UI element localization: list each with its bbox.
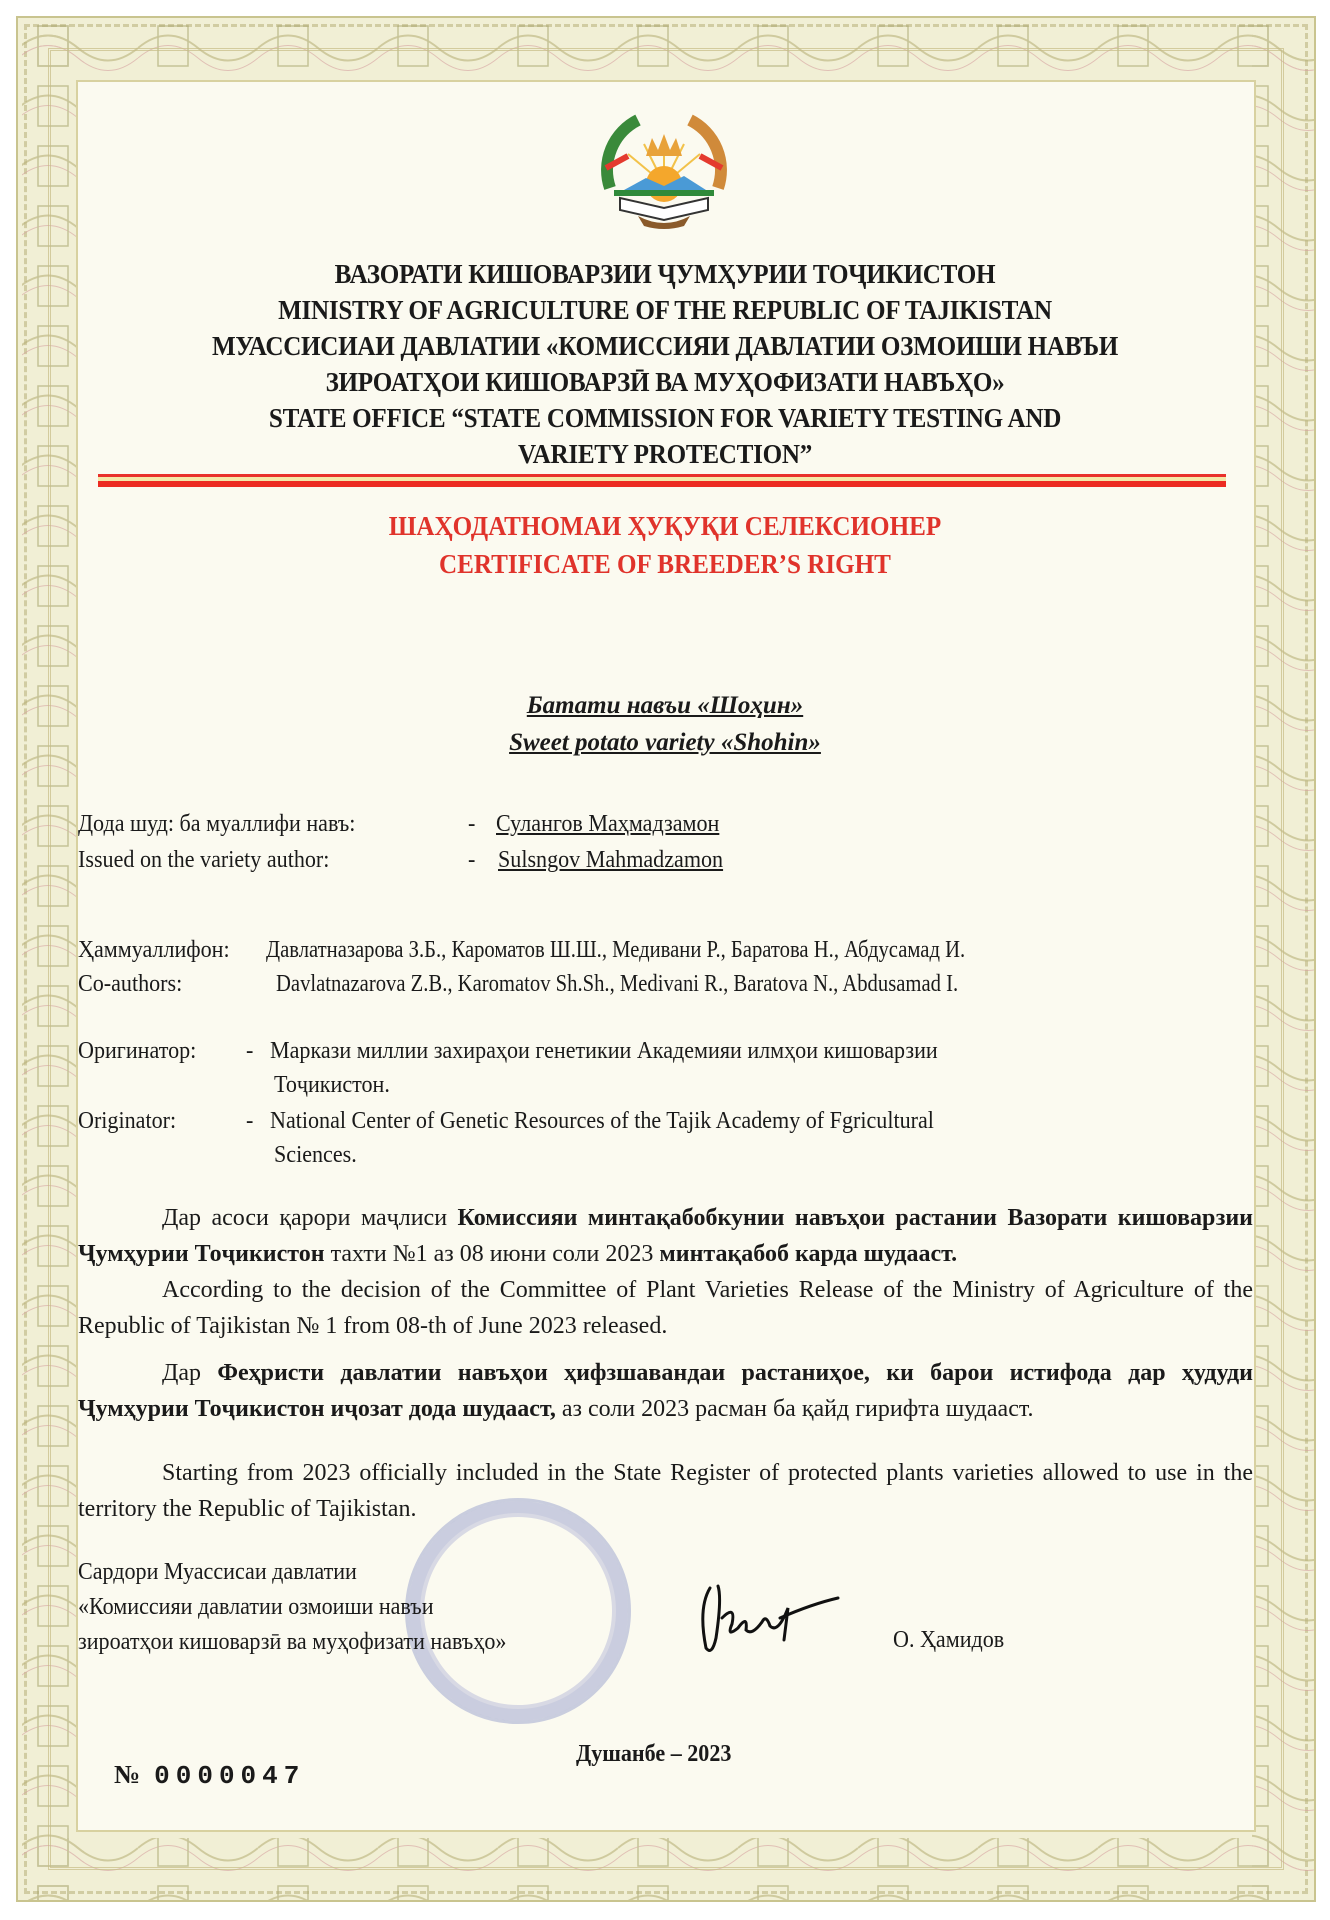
originator-dash-en: - (246, 1108, 254, 1134)
certificate-title-tj: ШАҲОДАТНОМАИ ҲУҚУҚИ СЕЛЕКСИОНЕР (388, 511, 942, 541)
signoff-line3: зироатҳои кишоварзӣ ва муҳофизати навъҳо» (78, 1629, 507, 1655)
serial-digits: 0000047 (154, 1761, 306, 1791)
decision-paragraph-en: According to the decision of the Committee of Plant Varieties Release of the Ministry of Agriculture of the Republic of Tajikistan № 1 from 08-th of June 2023 released. (78, 1277, 1253, 1339)
header-line-tj-commission-1: МУАССИСИАИ ДАВЛАТИИ «КОМИССИЯИ ДАВЛАТИИ ОЗМОИШИ НАВЪИ (211, 331, 1119, 361)
register-paragraph-en: Starting from 2023 officially included in the State Register of protected plants varieties allowed to use in the territory the Republic of Tajikistan. (78, 1460, 1253, 1522)
official-round-seal-icon (405, 1498, 631, 1724)
certificate-title-en: CERTIFICATE OF BREEDER’S RIGHT (439, 549, 891, 579)
author-dash-tj: - (468, 811, 476, 837)
originator-dash-tj: - (246, 1038, 254, 1064)
decision-paragraph-tj: Дар асоси қарори маҷлиси Комиссияи минтақабобкунии навъҳои растании Вазорати кишоварзии Ҷумҳурии Тоҷикистон тахти №1 аз 08 июни соли 2023 минтақабоб карда шудааст. (78, 1205, 1253, 1267)
signoff-line1: Сардори Муассисаи давлатии (78, 1559, 357, 1585)
coauthors-label-tj: Ҳаммуаллифон: (78, 937, 230, 963)
author-label-en: Issued on the variety author: (78, 847, 330, 873)
header-line-en-office-2: VARIETY PROTECTION” (518, 439, 812, 469)
coauthors-value-tj: Давлатназарова З.Б., Кароматов Ш.Ш., Медивани Р., Баратова Н., Абдусамад И. (266, 937, 966, 963)
originator-label-en: Originator: (78, 1108, 177, 1134)
originator-value-en-line2: Sciences. (274, 1142, 357, 1168)
coauthors-value-en: Davlatnazarova Z.B., Karomatov Sh.Sh., Medivani R., Baratova N., Abdusamad I. (276, 971, 959, 997)
signatory-name: О. Ҳамидов (893, 1627, 1005, 1653)
header-line-en-office-1: STATE OFFICE “STATE COMMISSION FOR VARIETY TESTING AND (268, 403, 1062, 433)
header-line-tj-commission-2: ЗИРОАТҲОИ КИШОВАРЗӢ ВА МУҲОФИЗАТИ НАВЪҲО» (325, 367, 1005, 397)
author-dash-en: - (468, 847, 476, 873)
originator-label-tj: Оригинатор: (78, 1038, 197, 1064)
header-line-en-ministry: MINISTRY OF AGRICULTURE OF THE REPUBLIC OF TAJIKISTAN (278, 295, 1052, 325)
header-line-tj-ministry: ВАЗОРАТИ КИШОВАРЗИИ ҶУМҲУРИИ ТОҶИКИСТОН (334, 259, 996, 289)
originator-value-en-line1: National Center of Genetic Resources of the Tajik Academy of Fgricultural (270, 1108, 934, 1134)
originator-value-tj-line1: Маркази миллии захираҳои генетикии Академияи илмҳои кишоварзии (270, 1038, 938, 1064)
coauthors-label-en: Co-authors: (78, 971, 183, 997)
originator-value-tj-line2: Тоҷикистон. (274, 1072, 390, 1098)
place-and-year: Душанбе – 2023 (576, 1741, 732, 1767)
variety-name-en: Sweet potato variety «Shohin» (509, 729, 821, 756)
signoff-line2: «Комиссияи давлатии озмоиши навъи (78, 1594, 434, 1620)
author-label-tj: Дода шуд: ба муаллифи навъ: (78, 811, 356, 837)
variety-name-tj: Батати навъи «Шоҳин» (526, 692, 804, 719)
number-sign: № (114, 1760, 141, 1789)
certificate-serial-number (114, 1760, 305, 1791)
tajikistan-coat-of-arms-icon (588, 98, 740, 230)
register-paragraph-tj: Дар Феҳристи давлатии навъҳои ҳифзшавандаи растаниҳое, ки барои истифода дар ҳудуди Ҷумҳурии Тоҷикистон иҷозат дода шудааст, аз соли 2023 расман ба қайд гирифта шудааст. (78, 1360, 1253, 1422)
handwritten-signature-icon (692, 1578, 842, 1658)
author-value-en: Sulsngov Mahmadzamon (498, 847, 724, 873)
author-value-tj: Сулангов Маҳмадзамон (496, 811, 720, 837)
